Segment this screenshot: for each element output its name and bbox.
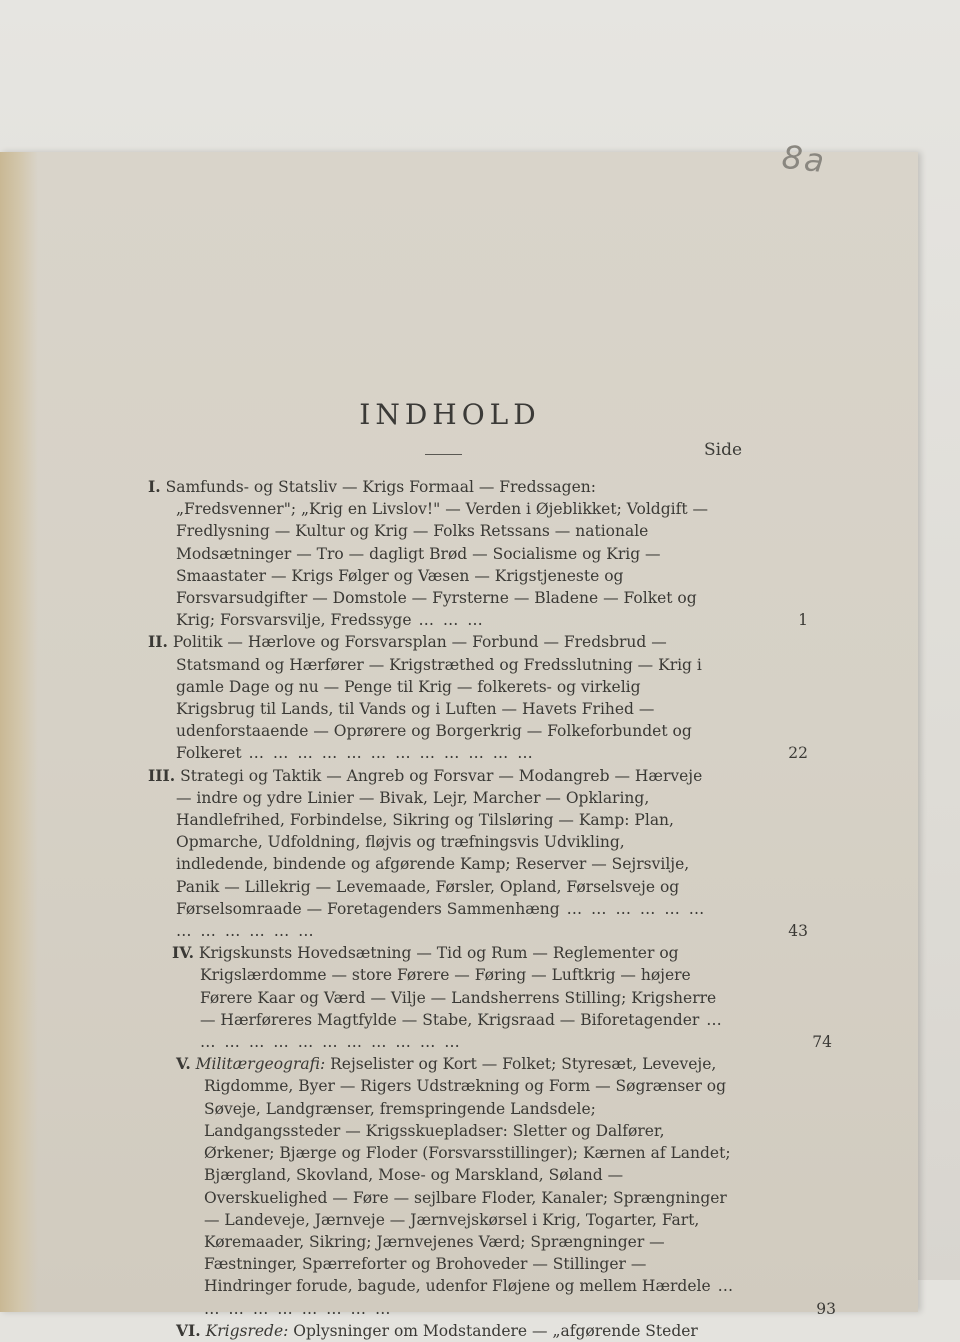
toc-entry-text: Strategi og Taktik — Angreb og Forsvar — Modangreb — Hærveje — indre og ydre Linier — Bivak, Lejr, Marcher — Opklaring, Handlefrihed, Forbindelse, Sikring og Tilsløring — Kamp: Plan, Opmarche, Udfoldning, fløjvis og træfningsvis Udvikling, indledende, bindende og afgørende Kamp; Reserver — Sejrsvilje, Panik — Lillekrig — Levemaade, Førsler, Opland, Førselsveje og Førselsomraade — Foretagenders Sammenhæng [176,766,703,918]
page-column-header: Side [704,440,743,460]
toc-entry-number: VI. [176,1320,201,1340]
toc-entry-number: IV. [172,943,194,963]
toc-entry [148,765,808,943]
toc-entry-leader: … … … … … … … … … … … … [241,744,535,763]
toc-entry-text: Samfunds- og Statsliv — Krigs Formaal — Fredssagen: „Fredsvenner"; „Krig en Livslov!" — Verden i Øjeblikket; Voldgift — Fredlysning — Kultur og Krig — Folks Retssans — nationale Modsætninger — Tro — dagligt Brød — Socialisme og Krig — Smaastater — Krigs Følger og Væsen — Krigstjeneste og Forsvarsudgifter — Domstole — Fyrsterne — Bladene — Folket og Krig; Forsvarsvilje, Fredssyge [165,478,708,630]
toc-entry-page-number: 74 [812,1033,832,1052]
toc-entry-page-number: 93 [816,1299,836,1318]
toc-entry-italic-heading: Militærgeografi: [195,1055,326,1074]
toc-entry-number: V. [176,1054,191,1074]
toc-entry-page-number: 1 [798,611,808,630]
toc-entry-leader: … … … … … … … … … … … … [200,1010,724,1052]
toc-entry-body [148,631,708,764]
toc-entry [148,476,808,631]
toc-entry-number: III. [148,765,176,785]
toc-entry-page-number: 22 [788,744,808,763]
toc-entry-body [172,942,732,1053]
page-edge-stain [0,152,38,1312]
toc-entry [176,1320,736,1342]
title-divider [425,454,462,455]
page-title: INDHOLD [359,398,541,431]
table-of-contents [148,476,836,1342]
toc-entry-text: Oplysninger om Modstandere — „afgørende Steder [288,1321,698,1340]
toc-entry-number: I. [148,477,161,496]
toc-entry [172,942,832,1053]
toc-entry-leader: … … … [411,611,485,630]
toc-entry-italic-heading: Krigsrede: [205,1321,289,1340]
toc-entry [148,631,808,764]
toc-entry-text: Rejselister og Kort — Folket; Styresæt, Leveveje, Rigdomme, Byer — Rigers Udstrækning og Form — Søgrænser og Søveje, Landgrænser, fremspringende Landsdele; Landgangssteder — Krigsskuepladser: Sletter og Dalfører, Ørkener; Bjærge og Floder (Forsvarsstillinger); Kærnen af Landet; Bjærgland, Skovland, Mose- og Marskland, Søland — Overskuelighed — Føre — sejlbare Floder, Kanaler; Sprængninger — Landeveje, Jærnveje — Jærnvejskørsel i Krig, Togarter, Fart, Køremaader, Sikring; Jærnvejenes Værd; Sprængninger — Fæstninger, Spærreforter og Brohoveder — Stillinger — Hindringer forude, bagude, udenfor Fløjene og mellem Hærdele [204,1055,731,1296]
toc-entry-text: Politik — Hærlove og Forsvarsplan — Forbund — Fredsbrud — Statsmand og Hærfører — Krigstræthed og Fredsslutning — Krig i gamle Dage og nu — Penge til Krig — folkerets- og virkelig Krigsbrug til Lands, til Vands og i Luften — Havets Frihed — udenforstaaende — Oprørere og Borgerkrig — Folkeforbundet og Folkeret [172,633,702,763]
handwritten-pencil-note: 8a [780,137,828,181]
toc-entry-page-number: 43 [788,922,808,941]
toc-entry-body [148,476,708,631]
toc-entry-body [148,765,708,943]
toc-entry-leader: … … … … … … … … … … … … [176,899,707,941]
toc-entry-body [176,1320,736,1342]
toc-entry-text: Krigskunsts Hovedsætning — Tid og Rum — Reglementer og Krigslærdomme — store Førere — Føring — Luftkrig — højere Førere Kaar og Værd — Vilje — Landsherrens Stilling; Krigsherre — Hærføreres Magtfylde — Stabe, Krigsraad — Biforetagender [198,944,717,1029]
toc-entry-number: II. [148,632,168,652]
toc-entry-leader: … … … … … … … … … [204,1277,736,1318]
